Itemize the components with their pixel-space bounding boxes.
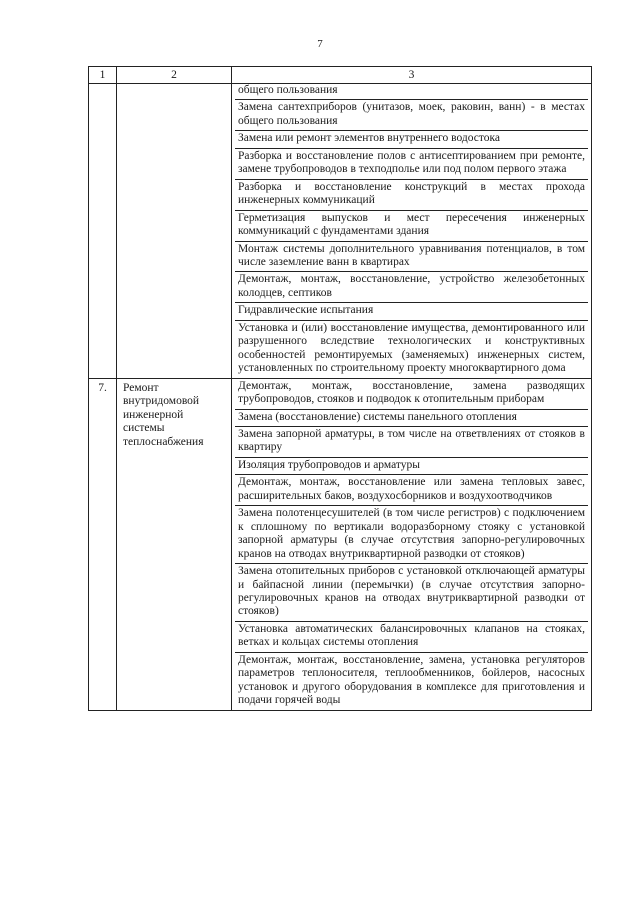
work-item: Замена запорной арматуры, в том числе на ответвлениях от стояков в квартиру (235, 427, 588, 458)
work-item: Демонтаж, монтаж, восстановление, замена разводящих трубопроводов, стояков и подводок к отопительным приборам (235, 379, 588, 410)
work-item: Установка автоматических балансировочных клапанов на стояках, ветках и кольцах системы отопления (235, 622, 588, 653)
work-item: Замена полотенцесушителей (в том числе регистров) с подключением к сплошному по вертикали водоразборному стояку с установкой запорной арматуры (в случае отсутствия запорно-регулировочных кранов на отводах внутриквартирной разводки от стояков) (235, 506, 588, 564)
header-col-1: 1 (89, 67, 117, 84)
work-item: Разборка и восстановление полов с антисептированием при ремонте, замене трубопроводов в техподполье или под полом первого этажа (235, 149, 588, 180)
header-col-3: 3 (232, 67, 592, 84)
work-item: Демонтаж, монтаж, восстановление или замена тепловых завес, расширительных баков, воздухосборников и воздухоотводчиков (235, 475, 588, 506)
table-row (89, 84, 592, 379)
row-number (89, 84, 117, 379)
page-number: 7 (317, 38, 323, 50)
work-item: Разборка и восстановление конструкций в местах прохода инженерных коммуникаций (235, 180, 588, 211)
work-items (232, 378, 592, 710)
system-name (117, 84, 232, 379)
header-col-2: 2 (117, 67, 232, 84)
work-item: Изоляция трубопроводов и арматуры (235, 458, 588, 475)
work-items (232, 84, 592, 379)
work-item: Демонтаж, монтаж, восстановление, устройство железобетонных колодцев, септиков (235, 272, 588, 303)
work-item: Замена отопительных приборов с установкой отключающей арматуры и байпасной линии (перемычки) (в случае отсутствия запорно-регулировочных кранов на отводах внутриквартирной разводки от стояков) (235, 564, 588, 622)
work-item: Герметизация выпусков и мест пересечения инженерных коммуникаций с фундаментами здания (235, 211, 588, 242)
work-item: Замена (восстановление) системы панельного отопления (235, 410, 588, 427)
work-item: Установка и (или) восстановление имущества, демонтированного или разрушенного вследствие технологических и конструктивных особенностей ремонтируемых (заменяемых) инженерных систем, установленных по строительному проекту многоквартирного дома (238, 321, 585, 375)
work-item: общего пользования (235, 84, 588, 100)
system-name: Ремонт внутридомовой инженерной системы теплоснабжения (117, 378, 232, 710)
work-item: Демонтаж, монтаж, восстановление, замена, установка регуляторов параметров теплоносителя, теплообменников, бойлеров, насосных установок и другого оборудования в комплексе для приготовления и подачи горячей воды (238, 653, 585, 707)
work-item: Замена сантехприборов (унитазов, моек, раковин, ванн) - в местах общего пользования (235, 100, 588, 131)
work-item: Замена или ремонт элементов внутреннего водостока (235, 131, 588, 148)
header-row (89, 67, 592, 84)
table-row (89, 378, 592, 710)
works-table (88, 66, 592, 711)
work-item: Монтаж системы дополнительного уравнивания потенциалов, в том числе заземление ванн в квартирах (235, 242, 588, 273)
work-item: Гидравлические испытания (235, 303, 588, 320)
row-number: 7. (89, 378, 117, 710)
